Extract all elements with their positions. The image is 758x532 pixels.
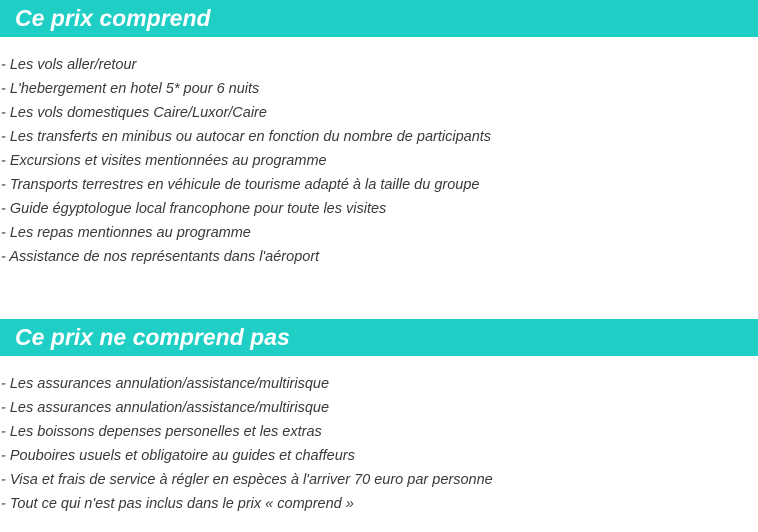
included-item: - Assistance de nos représentants dans l'aéroport	[1, 249, 320, 265]
included-item: - Les transferts en minibus ou autocar en fonction du nombre de participants	[1, 129, 492, 145]
excluded-item: - Tout ce qui n'est pas inclus dans le prix « comprend »	[1, 496, 354, 512]
included-item: - L'hebergement en hotel 5* pour 6 nuits	[1, 81, 260, 97]
included-item: - Les repas mentionnes au programme	[1, 225, 251, 241]
excluded-section-header: Ce prix ne comprend pas	[0, 319, 758, 356]
excluded-item: - Les assurances annulation/assistance/multirisque	[1, 376, 330, 392]
excluded-item: - Les boissons depenses personelles et les extras	[1, 424, 322, 440]
included-section-header: Ce prix comprend	[0, 0, 758, 37]
excluded-item: - Les assurances annulation/assistance/multirisque	[1, 400, 330, 416]
included-item: - Les vols aller/retour	[1, 57, 137, 73]
included-item: - Guide égyptologue local francophone pour toute les visites	[1, 201, 387, 217]
included-item: - Transports terrestres en véhicule de tourisme adapté à la taille du groupe	[1, 177, 480, 193]
included-item: - Les vols domestiques Caire/Luxor/Caire	[1, 105, 267, 121]
included-item: - Excursions et visites mentionnées au programme	[1, 153, 327, 169]
included-items-list	[0, 53, 491, 269]
excluded-item: - Visa et frais de service à régler en espèces à l'arriver 70 euro par personne	[1, 472, 493, 488]
excluded-items-list	[0, 372, 493, 516]
excluded-item: - Pouboires usuels et obligatoire au guides et chaffeurs	[1, 448, 355, 464]
